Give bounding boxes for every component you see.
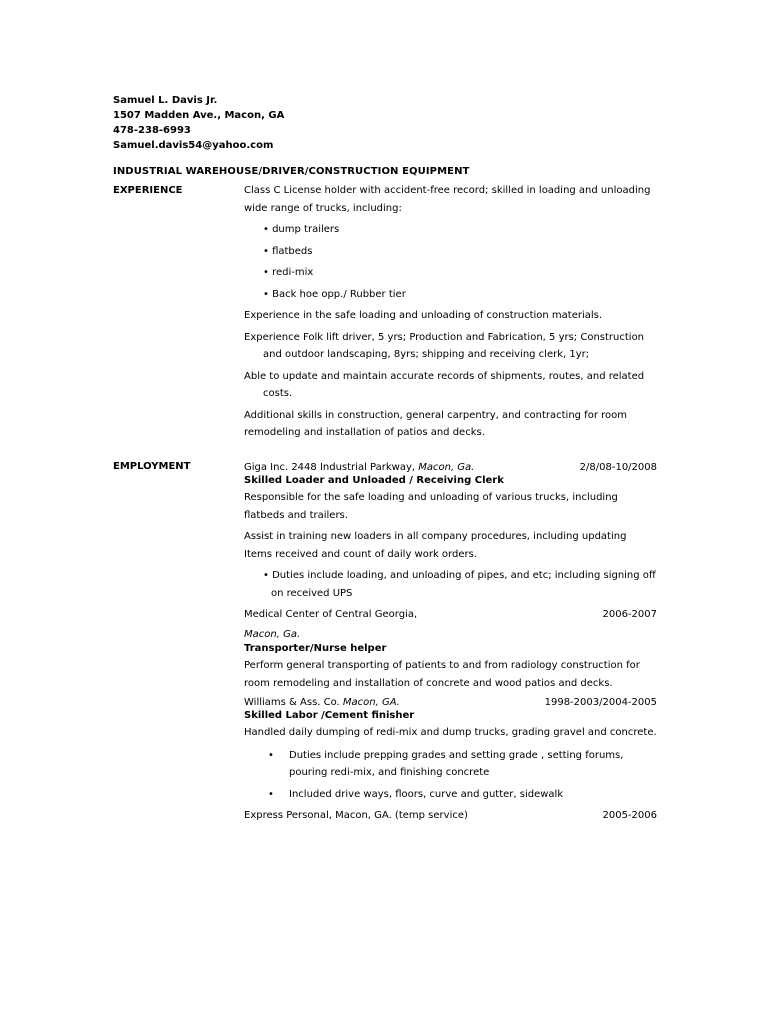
job-location: Macon, GA. — [342, 697, 400, 708]
job-paragraph: Perform general transporting of patients to and from radiology construction for room remodeling and installation of concrete and wood patios and decks. — [244, 660, 640, 689]
job-paragraph: Assist in training new loaders in all company procedures, including updating Items received and count of daily work orders. — [244, 531, 627, 560]
job-paragraph: Handled daily dumping of redi-mix and dump trucks, grading gravel and concrete. — [244, 727, 657, 738]
candidate-address: 1507 Madden Ave., Macon, GA — [113, 110, 285, 121]
job-dates: 2/8/08-10/2008 — [579, 462, 657, 473]
candidate-email: Samuel.davis54@yahoo.com — [113, 140, 274, 151]
job-header — [244, 809, 657, 822]
job-paragraph: Responsible for the safe loading and unloading of various trucks, including flatbeds and trailers. — [244, 492, 618, 521]
experience-intro: Class C License holder with accident-free record; skilled in loading and unloading wide range of trucks, including: — [244, 185, 651, 214]
job-company: Williams & Ass. Co. — [244, 697, 343, 708]
experience-paragraph: Able to update and maintain accurate records of shipments, routes, and related costs. — [244, 370, 645, 399]
experience-paragraph: Experience Folk lift driver, 5 yrs; Production and Fabrication, 5 yrs; Construction and outdoor landscaping, 8yrs; shipping and receiving clerk, 1yr; — [244, 331, 645, 360]
job-entry — [244, 608, 657, 692]
list-item: • flatbeds — [263, 245, 313, 257]
experience-paragraph: Experience in the safe loading and unloading of construction materials. — [244, 310, 603, 321]
employment-section — [244, 461, 657, 822]
job-location: Macon, Ga. — [418, 462, 475, 473]
job-location: Macon, Ga. — [244, 629, 301, 640]
job-dates: 2005-2006 — [602, 810, 657, 821]
list-item: • Included drive ways, floors, curve and gutter, sidewalk — [268, 788, 564, 800]
list-item: • redi-mix — [263, 267, 314, 278]
job-entry — [244, 696, 657, 803]
candidate-name: Samuel L. Davis Jr. — [113, 95, 218, 106]
job-entry — [244, 461, 657, 602]
list-item: • Duties include loading, and unloading of pipes, and etc; including signing off on received UPS — [263, 570, 656, 599]
list-item: • dump trailers — [263, 224, 340, 235]
candidate-phone: 478-238-6993 — [113, 125, 191, 136]
employment-heading: EMPLOYMENT — [113, 461, 191, 472]
job-entry — [244, 809, 657, 822]
job-header — [244, 608, 657, 621]
job-company: Giga Inc. 2448 Industrial Parkway, — [244, 462, 419, 473]
contact-header — [113, 93, 284, 153]
job-title: Transporter/Nurse helper — [244, 643, 387, 654]
list-item: • Duties include prepping grades and setting grade , setting forums, pouring redi-mix, and finishing concrete — [268, 749, 624, 778]
job-dates: 1998-2003/2004-2005 — [544, 697, 657, 708]
list-item: • Back hoe opp./ Rubber tier — [263, 288, 406, 300]
job-title: Skilled Labor /Cement finisher — [244, 710, 415, 721]
job-header — [244, 696, 657, 709]
experience-section — [244, 182, 657, 446]
job-dates: 2006-2007 — [602, 609, 657, 620]
job-title: Skilled Loader and Unloaded / Receiving Clerk — [244, 475, 504, 486]
job-header — [244, 461, 657, 474]
objective-line: INDUSTRIAL WAREHOUSE/DRIVER/CONSTRUCTION EQUIPMENT — [113, 166, 470, 177]
experience-paragraph: Additional skills in construction, general carpentry, and contracting for room remodeling and installation of patios and decks. — [244, 409, 627, 438]
job-company: Express Personal, Macon, GA. (temp service) — [244, 810, 468, 821]
experience-heading: EXPERIENCE — [113, 185, 183, 196]
job-company: Medical Center of Central Georgia, — [244, 609, 418, 620]
